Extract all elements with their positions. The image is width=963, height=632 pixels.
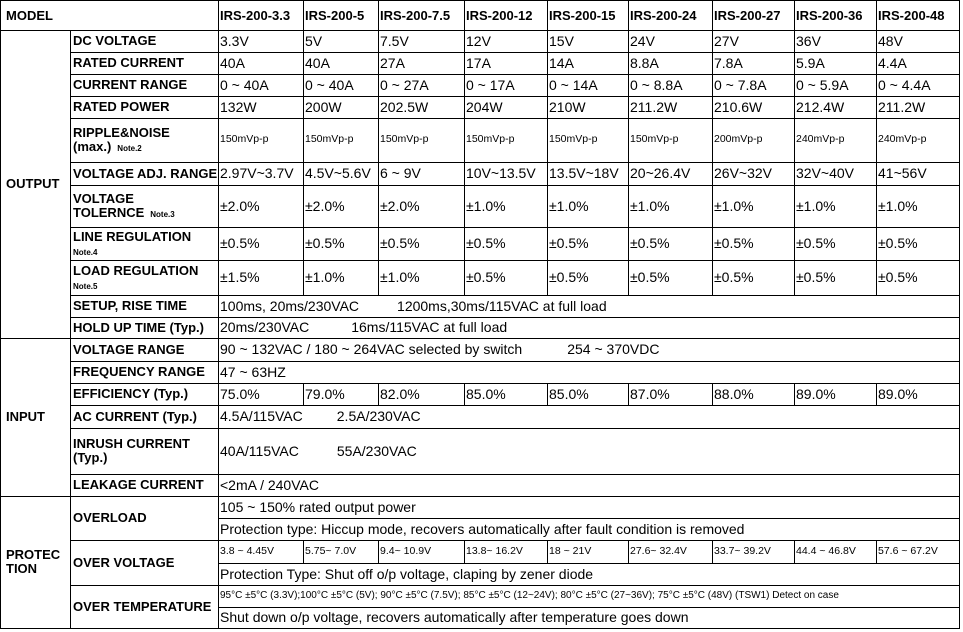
value-cell: ±0.5% bbox=[628, 260, 713, 296]
row-label bbox=[70, 496, 219, 541]
value-cell: 36V bbox=[794, 30, 877, 53]
row-label-text: VOLTAGE RANGE bbox=[73, 341, 185, 357]
row-label bbox=[70, 383, 219, 406]
row-label bbox=[70, 227, 219, 261]
row-label-text: LOAD REGULATION bbox=[73, 262, 199, 278]
value-cell: 0 ~ 14A bbox=[547, 74, 629, 97]
model-header: IRS-200-7.5 bbox=[378, 0, 465, 31]
row-label bbox=[70, 317, 219, 339]
value-cell: ±0.5% bbox=[464, 260, 548, 296]
model-header: IRS-200-3.3 bbox=[218, 0, 304, 31]
value-cell: 0 ~ 40A bbox=[303, 74, 379, 97]
value-cell: ±0.5% bbox=[378, 227, 465, 261]
row-label-text: DC VOLTAGE bbox=[73, 33, 157, 49]
value-cell: 0 ~ 7.8A bbox=[712, 74, 795, 97]
value-cell: 0 ~ 4.4A bbox=[876, 74, 960, 97]
row-label bbox=[70, 162, 219, 186]
group-text: PROTEC bbox=[6, 547, 61, 563]
row-label-text: RATED CURRENT bbox=[73, 55, 184, 71]
value-text: 90 ~ 132VAC / 180 ~ 264VAC selected by switch bbox=[220, 341, 523, 358]
value-cell bbox=[218, 474, 960, 497]
row-label bbox=[70, 361, 219, 384]
value-cell: 57.6 ~ 67.2V bbox=[876, 540, 960, 564]
value-cell: 87.0% bbox=[628, 383, 713, 406]
model-header: IRS-200-27 bbox=[712, 0, 795, 31]
value-cell: ±1.5% bbox=[218, 260, 304, 296]
value-cell bbox=[218, 607, 960, 629]
row-label bbox=[70, 118, 219, 163]
value-cell: 5V bbox=[303, 30, 379, 53]
value-cell: ±0.5% bbox=[547, 260, 629, 296]
group-text: TION bbox=[6, 561, 38, 576]
value-cell: 18 ~ 21V bbox=[547, 540, 629, 564]
value-cell: 210.6W bbox=[712, 96, 795, 119]
value-cell: 150mVp-p bbox=[628, 118, 713, 163]
value-cell: 150mVp-p bbox=[547, 118, 629, 163]
value-cell: 2.97V~3.7V bbox=[218, 162, 304, 186]
row-label bbox=[70, 585, 219, 629]
value-cell: 132W bbox=[218, 96, 304, 119]
value-cell: ±1.0% bbox=[378, 260, 465, 296]
group-protection bbox=[0, 496, 71, 629]
row-label-note: Note.5 bbox=[73, 281, 98, 291]
row-label-text: VOLTAGE ADJ. RANGE bbox=[73, 165, 218, 181]
value-cell: 7.8A bbox=[712, 52, 795, 75]
value-text: 55A/230VAC bbox=[336, 442, 417, 459]
value-text: 100ms, 20ms/230VAC bbox=[220, 297, 360, 314]
value-cell: 13.8~ 16.2V bbox=[464, 540, 548, 564]
value-cell: ±0.5% bbox=[876, 227, 960, 261]
value-cell: 85.0% bbox=[464, 383, 548, 406]
row-label bbox=[70, 428, 219, 475]
value-cell: 89.0% bbox=[876, 383, 960, 406]
value-cell: 95°C ±5°C (3.3V);100°C ±5°C (5V); 90°C ±5°C (7.5V); 85°C ±5°C (12~24V); 80°C ±5°C (27~36V); 75°C ±5°C (48V) (TSW1) Detect on case bbox=[218, 585, 960, 608]
value-cell: ±1.0% bbox=[876, 185, 960, 228]
row-label-note: Note.2 bbox=[117, 144, 142, 153]
value-text: 105 ~ 150% rated output power bbox=[220, 498, 416, 515]
value-cell: ±2.0% bbox=[218, 185, 304, 228]
value-cell: ±0.5% bbox=[794, 227, 877, 261]
value-text: <2mA / 240VAC bbox=[220, 476, 319, 493]
value-cell: ±0.5% bbox=[712, 260, 795, 296]
row-label-text: AC CURRENT (Typ.) bbox=[73, 408, 197, 424]
value-text: 254 ~ 370VDC bbox=[567, 341, 660, 358]
row-label-text: OVERLOAD bbox=[73, 510, 147, 526]
value-cell: 27V bbox=[712, 30, 795, 53]
value-cell: 150mVp-p bbox=[378, 118, 465, 163]
value-cell: 32V~40V bbox=[794, 162, 877, 186]
value-cell: 211.2W bbox=[628, 96, 713, 119]
row-label-text: VOLTAGE bbox=[73, 191, 134, 207]
row-label-text: INRUSH CURRENT bbox=[73, 436, 190, 452]
row-label bbox=[70, 474, 219, 497]
value-cell bbox=[218, 338, 960, 362]
value-cell: 200mVp-p bbox=[712, 118, 795, 163]
row-label-text: LINE REGULATION bbox=[73, 228, 192, 244]
value-cell: 82.0% bbox=[378, 383, 465, 406]
model-header: IRS-200-15 bbox=[547, 0, 629, 31]
value-cell: 48V bbox=[876, 30, 960, 53]
value-cell: 13.5V~18V bbox=[547, 162, 629, 186]
value-cell: 7.5V bbox=[378, 30, 465, 53]
row-label-text: OVER TEMPERATURE bbox=[73, 598, 212, 614]
value-cell: ±0.5% bbox=[794, 260, 877, 296]
row-label bbox=[70, 185, 219, 228]
value-cell: 210W bbox=[547, 96, 629, 119]
value-text: 1200ms,30ms/115VAC at full load bbox=[397, 297, 607, 314]
row-label-text: FREQUENCY RANGE bbox=[73, 364, 205, 380]
row-label bbox=[70, 74, 219, 97]
value-cell: ±1.0% bbox=[547, 185, 629, 228]
value-text: 20ms/230VAC bbox=[220, 319, 310, 336]
value-cell: 12V bbox=[464, 30, 548, 53]
row-label bbox=[70, 295, 219, 318]
value-cell: 20~26.4V bbox=[628, 162, 713, 186]
row-label-note: Note.3 bbox=[150, 210, 175, 219]
row-label bbox=[70, 52, 219, 75]
value-cell: 0 ~ 5.9A bbox=[794, 74, 877, 97]
value-cell: 4.4A bbox=[876, 52, 960, 75]
model-header: IRS-200-36 bbox=[794, 0, 877, 31]
value-cell: ±0.5% bbox=[303, 227, 379, 261]
row-label-text: EFFICIENCY (Typ.) bbox=[73, 386, 189, 402]
value-cell: ±0.5% bbox=[628, 227, 713, 261]
value-cell: 3.8 ~ 4.45V bbox=[218, 540, 304, 564]
row-label-text: OVER VOLTAGE bbox=[73, 554, 175, 570]
value-cell: ±1.0% bbox=[464, 185, 548, 228]
group-input: INPUT bbox=[0, 338, 71, 497]
value-cell: 8.8A bbox=[628, 52, 713, 75]
value-cell: 26V~32V bbox=[712, 162, 795, 186]
value-text: 16ms/115VAC at full load bbox=[351, 319, 508, 336]
value-text: 47 ~ 63HZ bbox=[220, 363, 286, 380]
value-cell bbox=[218, 405, 960, 429]
row-label-text: SETUP, RISE TIME bbox=[73, 298, 187, 314]
value-cell bbox=[218, 428, 960, 475]
value-cell: 0 ~ 40A bbox=[218, 74, 304, 97]
value-cell bbox=[218, 563, 960, 586]
value-cell: 212.4W bbox=[794, 96, 877, 119]
value-cell: ±1.0% bbox=[303, 260, 379, 296]
value-cell: 10V~13.5V bbox=[464, 162, 548, 186]
row-label-text: HOLD UP TIME (Typ.) bbox=[73, 319, 204, 335]
value-cell: 150mVp-p bbox=[464, 118, 548, 163]
row-label bbox=[70, 540, 219, 586]
value-cell: ±1.0% bbox=[712, 185, 795, 228]
row-label bbox=[70, 96, 219, 119]
value-cell: 240mVp-p bbox=[794, 118, 877, 163]
value-cell: 4.5V~5.6V bbox=[303, 162, 379, 186]
value-cell: 0 ~ 8.8A bbox=[628, 74, 713, 97]
value-cell: 40A bbox=[303, 52, 379, 75]
value-cell bbox=[218, 317, 960, 339]
model-header: IRS-200-5 bbox=[303, 0, 379, 31]
value-cell: 44.4 ~ 46.8V bbox=[794, 540, 877, 564]
row-label-text: LEAKAGE CURRENT bbox=[73, 477, 204, 493]
value-cell: 41~56V bbox=[876, 162, 960, 186]
value-text: Protection type: Hiccup mode, recovers automatically after fault condition is removed bbox=[220, 520, 745, 537]
value-cell: 40A bbox=[218, 52, 304, 75]
value-text: 4.5A/115VAC bbox=[220, 408, 303, 425]
value-cell: 200W bbox=[303, 96, 379, 119]
row-label-text: RATED POWER bbox=[73, 99, 170, 115]
model-label: MODEL bbox=[0, 0, 219, 31]
value-cell: 27.6~ 32.4V bbox=[628, 540, 713, 564]
value-cell bbox=[218, 518, 960, 541]
value-cell: 27A bbox=[378, 52, 465, 75]
value-cell bbox=[218, 361, 960, 384]
value-cell: 240mVp-p bbox=[876, 118, 960, 163]
value-cell: 24V bbox=[628, 30, 713, 53]
row-label bbox=[70, 338, 219, 362]
value-cell: 17A bbox=[464, 52, 548, 75]
value-cell: ±0.5% bbox=[712, 227, 795, 261]
value-cell bbox=[218, 496, 960, 519]
value-cell: 33.7~ 39.2V bbox=[712, 540, 795, 564]
row-label bbox=[70, 405, 219, 429]
row-label bbox=[70, 30, 219, 53]
value-cell: 85.0% bbox=[547, 383, 629, 406]
value-cell: 3.3V bbox=[218, 30, 304, 53]
row-label-text: (Typ.) bbox=[73, 450, 108, 465]
row-label-note: Note.4 bbox=[73, 247, 98, 257]
value-cell: 79.0% bbox=[303, 383, 379, 406]
value-cell: ±1.0% bbox=[628, 185, 713, 228]
value-text: Shut down o/p voltage, recovers automatically after temperature goes down bbox=[220, 609, 689, 626]
value-cell: ±0.5% bbox=[876, 260, 960, 296]
value-cell: 204W bbox=[464, 96, 548, 119]
value-cell: 89.0% bbox=[794, 383, 877, 406]
value-cell: 150mVp-p bbox=[218, 118, 304, 163]
value-cell: 5.9A bbox=[794, 52, 877, 75]
group-output: OUTPUT bbox=[0, 30, 71, 339]
value-cell: 88.0% bbox=[712, 383, 795, 406]
value-cell: ±2.0% bbox=[303, 185, 379, 228]
value-cell: 5.75~ 7.0V bbox=[303, 540, 379, 564]
value-cell: 0 ~ 27A bbox=[378, 74, 465, 97]
value-cell: 0 ~ 17A bbox=[464, 74, 548, 97]
model-header: IRS-200-48 bbox=[876, 0, 960, 31]
value-cell: ±1.0% bbox=[794, 185, 877, 228]
model-header: IRS-200-24 bbox=[628, 0, 713, 31]
value-cell: 6 ~ 9V bbox=[378, 162, 465, 186]
row-label-text: CURRENT RANGE bbox=[73, 77, 188, 93]
value-cell: ±0.5% bbox=[547, 227, 629, 261]
value-text: 40A/115VAC bbox=[220, 442, 299, 459]
row-label-text: RIPPLE&NOISE bbox=[73, 125, 170, 141]
row-label bbox=[70, 260, 219, 296]
value-cell: 75.0% bbox=[218, 383, 304, 406]
value-cell: 15V bbox=[547, 30, 629, 53]
value-cell: ±2.0% bbox=[378, 185, 465, 228]
value-cell: 9.4~ 10.9V bbox=[378, 540, 465, 564]
value-text: Protection Type: Shut off o/p voltage, claping by zener diode bbox=[220, 565, 594, 582]
value-cell: 150mVp-p bbox=[303, 118, 379, 163]
value-cell: ±0.5% bbox=[218, 227, 304, 261]
row-label-text: (max.) bbox=[73, 139, 112, 154]
value-cell: ±0.5% bbox=[464, 227, 548, 261]
value-cell: 202.5W bbox=[378, 96, 465, 119]
model-header: IRS-200-12 bbox=[464, 0, 548, 31]
value-cell: 211.2W bbox=[876, 96, 960, 119]
value-text: 2.5A/230VAC bbox=[336, 408, 421, 425]
value-cell: 14A bbox=[547, 52, 629, 75]
row-label-text: TOLERNCE bbox=[73, 205, 145, 220]
value-cell bbox=[218, 295, 960, 318]
